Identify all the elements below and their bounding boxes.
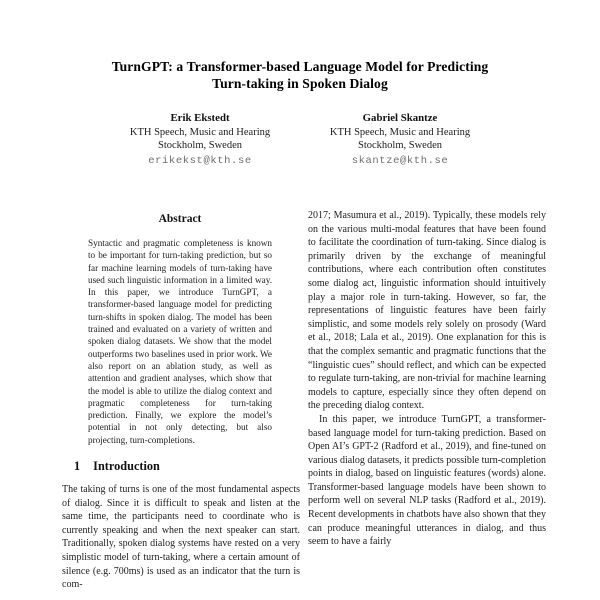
- section-heading-introduction: [62, 459, 300, 474]
- two-column-body: [62, 207, 546, 600]
- author-block-2: [290, 112, 510, 168]
- left-column: [62, 207, 300, 600]
- author-2-location: Stockholm, Sweden: [358, 139, 442, 151]
- author-1-location: Stockholm, Sweden: [158, 139, 242, 151]
- author-1-email: erikekst@kth.se: [148, 155, 252, 168]
- page-title-line-2: Turn-taking in Spoken Dialog: [212, 75, 388, 91]
- page-title-line-1: TurnGPT: a Transformer-based Language Model for Predicting: [111, 59, 489, 74]
- author-1-name: Erik Ekstedt: [170, 112, 230, 124]
- author-1-affiliation: KTH Speech, Music and Hearing: [129, 126, 271, 138]
- right-column-paragraph-2: In this paper, we introduce TurnGPT, a transformer-based language model for turn-taking prediction. Based on Open AI’s GPT-2 (Radford et al., 2019), and fine-tuned on various dialog datasets, it predicts possible turn-completion points in dialog, based on linguistic features (words) alone. Transformer-based language models have been shown to perform well on several NLP tasks (Radford et al., 2019). Recent developments in chatbots have also shown that they can produce meaningful utterances in dialog, and thus seem to have a fairly: [308, 413, 546, 548]
- abstract-block: [62, 212, 300, 446]
- page-title: [30, 59, 570, 92]
- right-column-paragraph-1: 2017; Masumura et al., 2019). Typically, these models rely on the various multi-modal features that have been found to facilitate the coordination of turn-taking. Since dialog is primarily driven by the exchange of meaningful contributions, where each contribution often constitutes some dialog act, linguistic information should intuitively play a major role in turn-taking. However, so far, the representations of linguistic features have been fairly simplistic, and some models rely solely on prosody (Ward et al., 2018; Lala et al., 2019). One explanation for this is that the complex semantic and pragmatic functions that the “linguistic cues” should reflect, and which can be expected to regulate turn-taking, are non-trivial for machine learning models to capture, especially since they often depend on the preceding dialog context.: [308, 210, 546, 412]
- author-2-name: Gabriel Skantze: [362, 112, 438, 124]
- section-number: 1: [74, 459, 81, 474]
- author-block-1: [90, 112, 310, 168]
- right-column: [308, 207, 546, 600]
- author-2-affiliation: KTH Speech, Music and Hearing: [329, 126, 471, 138]
- introduction-paragraph: The taking of turns is one of the most fundamental aspects of dialog. Since it is difficult to speak and listen at the same time, the participants need to coordinate who is currently speaking and when the next speaker can start. Traditionally, spoken dialog systems have rested on a very simplistic model of turn-taking, where a certain amount of silence (e.g. 700ms) is used as an indicator that the turn is com-: [62, 484, 300, 591]
- abstract-heading: Abstract: [158, 213, 202, 225]
- author-2-email: skantze@kth.se: [351, 155, 449, 168]
- abstract-text: Syntactic and pragmatic completeness is known to be important for turn-taking prediction, but so far machine learning models of turn-taking have used such linguistic information in a limited way. In this paper, we introduce TurnGPT, a transformer-based language model for predicting turn-shifts in spoken dialog. The model has been trained and evaluated on a variety of written and spoken dialog datasets. We show that the model outperforms two baselines used in prior work. We also report on an ablation study, as well as attention and gradient analyses, which show that the model is able to utilize the dialog context and pragmatic completeness for turn-taking prediction. Finally, we explore the model’s potential in not only detecting, but also projecting, turn-completions.: [88, 238, 272, 445]
- section-title: Introduction: [93, 459, 160, 474]
